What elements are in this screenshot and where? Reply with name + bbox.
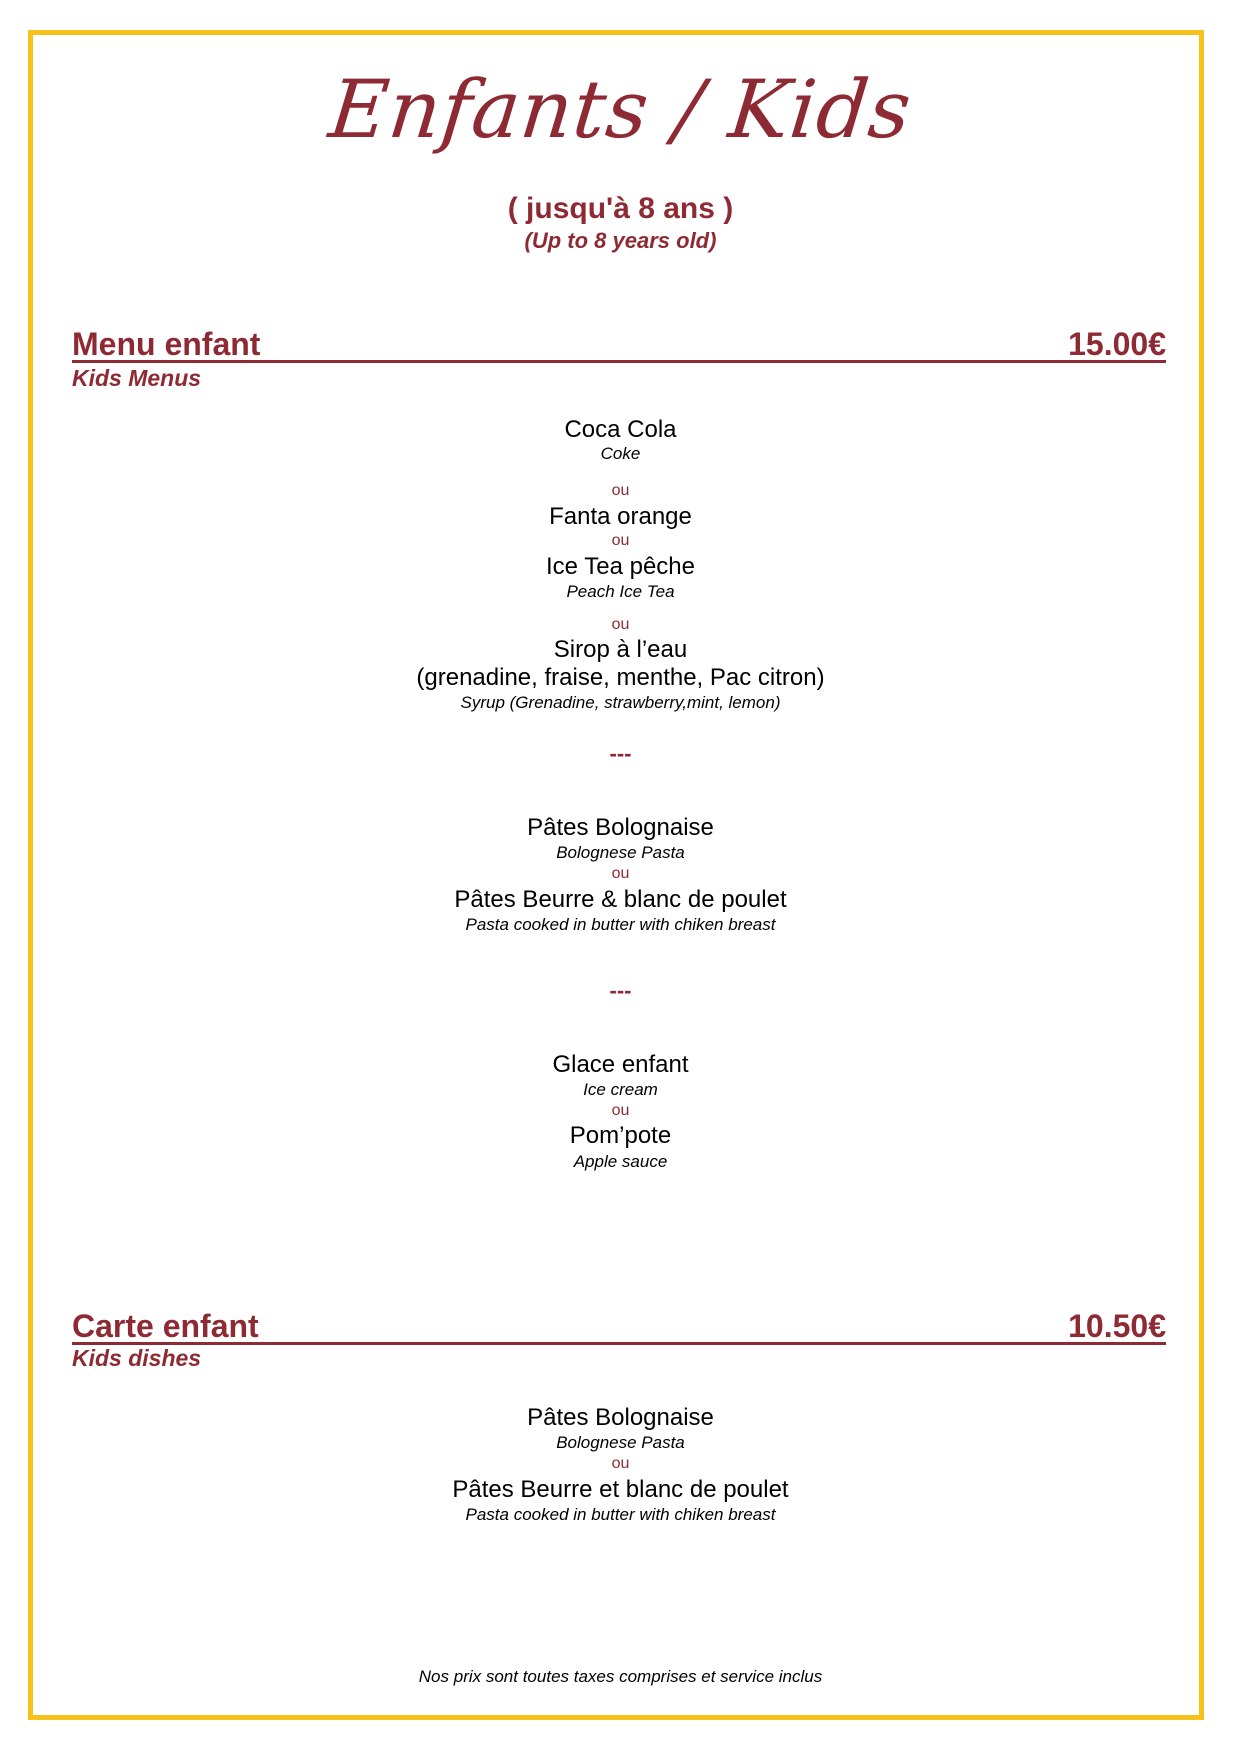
carte-section-title: Carte enfant [72, 1308, 259, 1344]
or-label: ou [611, 482, 630, 499]
menu-item-en: Peach Ice Tea [566, 582, 675, 601]
course-separator: --- [609, 741, 632, 766]
carte-item-en: Bolognese Pasta [556, 1433, 685, 1452]
menu-section-header [72, 320, 1166, 363]
menu-item: Pâtes Bolognaise [527, 814, 714, 841]
menu-item-detail: (grenadine, fraise, menthe, Pac citron) [416, 664, 825, 691]
age-limit: ( jusqu'à 8 ans ) [507, 192, 734, 225]
menu-item: Pom’pote [569, 1122, 672, 1149]
course-separator: --- [609, 978, 632, 1003]
carte-section-price: 10.50€ [1068, 1308, 1166, 1344]
menu-section-title: Menu enfant [72, 326, 261, 362]
menu-item-en: Pasta cooked in butter with chiken breast [465, 915, 776, 934]
menu-item: Sirop à l’eau [553, 636, 688, 663]
carte-section-header [72, 1302, 1166, 1345]
menu-item-en: Coke [600, 444, 641, 463]
menu-item-en: Ice cream [583, 1080, 658, 1099]
or-label: ou [611, 865, 630, 882]
menu-item-en: Bolognese Pasta [556, 843, 685, 862]
menu-item: Ice Tea pêche [545, 553, 695, 580]
footer-note: Nos prix sont toutes taxes comprises et service inclus [418, 1667, 823, 1686]
or-label: ou [611, 1455, 630, 1472]
age-limit-en: (Up to 8 years old) [524, 228, 717, 253]
menu-item: Coca Cola [564, 416, 677, 443]
menu-item: Fanta orange [549, 503, 692, 530]
menu-item: Pâtes Beurre & blanc de poulet [454, 886, 787, 913]
menu-item: Glace enfant [552, 1051, 689, 1078]
or-label: ou [611, 532, 630, 549]
or-label: ou [611, 1102, 630, 1119]
menu-item-en: Apple sauce [573, 1152, 668, 1171]
carte-section-subtitle: Kids dishes [72, 1345, 202, 1371]
carte-item: Pâtes Bolognaise [527, 1404, 714, 1431]
carte-item: Pâtes Beurre et blanc de poulet [452, 1476, 789, 1503]
page-title: Enfants / Kids [324, 63, 917, 156]
carte-item-en: Pasta cooked in butter with chiken breast [465, 1505, 776, 1524]
menu-section-subtitle: Kids Menus [72, 365, 202, 391]
menu-section-price: 15.00€ [1068, 326, 1166, 362]
or-label: ou [611, 616, 630, 633]
menu-item-en: Syrup (Grenadine, strawberry,mint, lemon) [460, 693, 781, 712]
